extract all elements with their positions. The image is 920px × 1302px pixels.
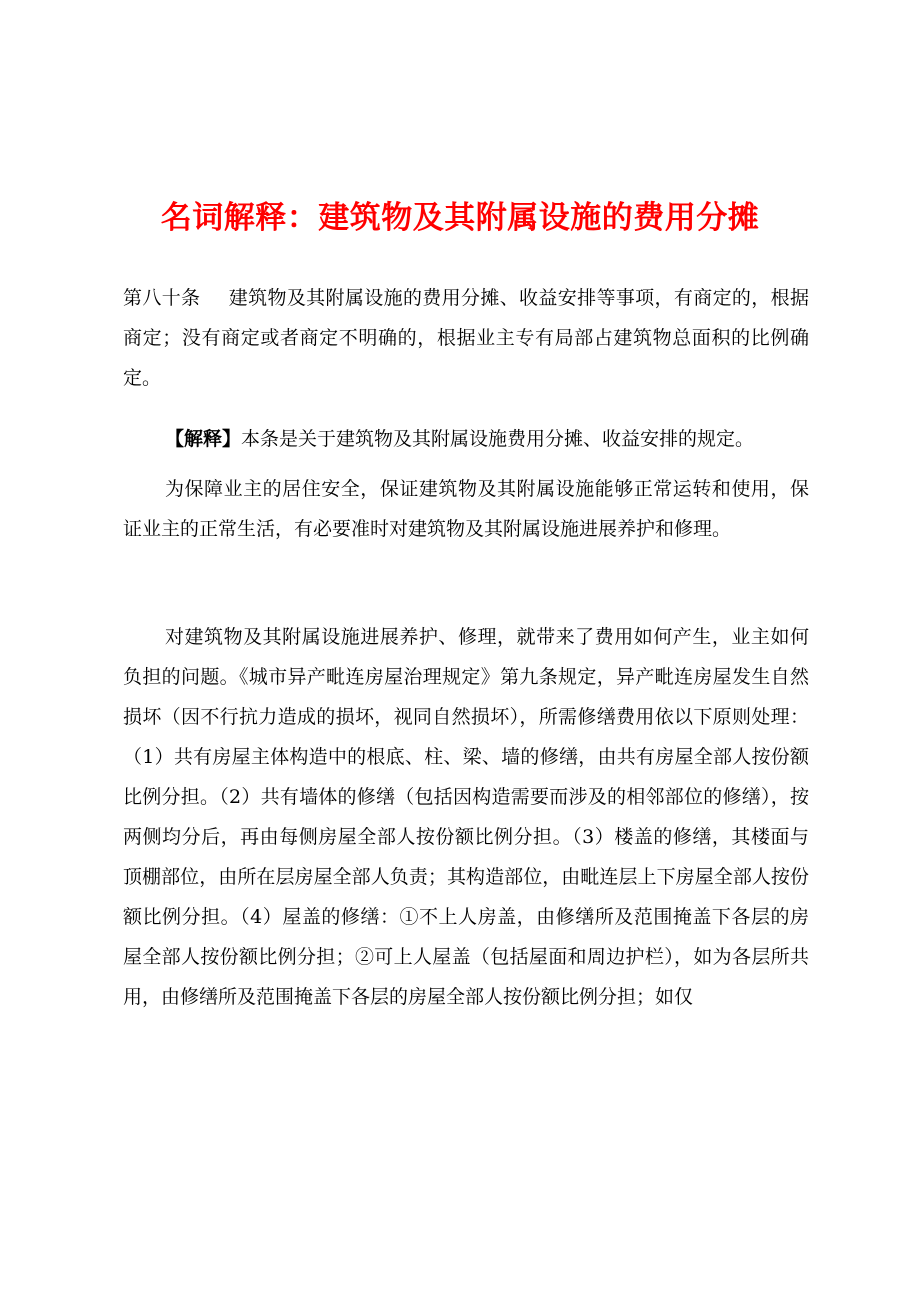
body-paragraph: 为保障业主的居住安全，保证建筑物及其附属设施能够正常运转和使用，保证业主的正常生活，有必要准时对建筑物及其附属设施进展养护和修理。 (123, 478, 809, 540)
document-title: 名词解释：建筑物及其附属设施的费用分摊 (160, 200, 760, 236)
body-paragraph: 对建筑物及其附属设施进展养护、修理，就带来了费用如何产生，业主如何负担的问题。《城市异产毗连房屋治理规定》第九条规定，异产毗连房屋发生自然损坏（因不行抗力造成的损坏，视同自然损坏），所需修缮费用依以下原则处理：（1）共有房屋主体构造中的根底、柱、梁、墙的修缮，由共有房屋全部人按份额比例分担。（2）共有墙体的修缮（包括因构造需要而涉及的相邻部位的修缮），按两侧均分后，再由每侧房屋全部人按份额比例分担。（3）楼盖的修缮，其楼面与顶棚部位，由所在层房屋全部人负责；其构造部位，由毗连层上下房屋全部人按份额比例分担。（4）屋盖的修缮：①不上人房盖，由修缮所及范围掩盖下各层的房屋全部人按份额比例分担；②可上人屋盖（包括屋面和周边护栏），如为各层所共用，由修缮所及范围掩盖下各层的房屋全部人按份额比例分担；如仅 (123, 626, 809, 1008)
explanation-tag: 【解释】 (165, 428, 242, 450)
explanation-paragraph (123, 419, 809, 459)
article-paragraph (123, 278, 809, 398)
article-number: 第八十条 (123, 287, 201, 309)
article-text: 建筑物及其附属设施的费用分摊、收益安排等事项，有商定的，根据商定；没有商定或者商定不明确的，根据业主专有局部占建筑物总面积的比例确定。 (123, 287, 809, 389)
explanation-text: 本条是关于建筑物及其附属设施费用分摊、收益安排的规定。 (241, 428, 755, 450)
